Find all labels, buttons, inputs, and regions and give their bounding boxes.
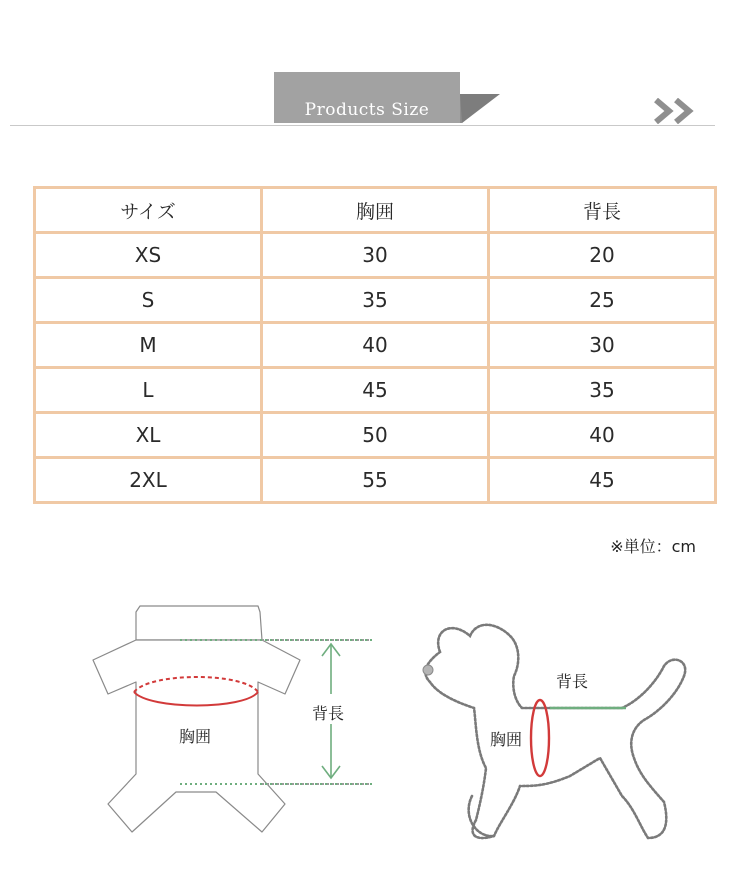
garment-diagram (0, 590, 750, 885)
dog-chest-label: 胸囲 (490, 730, 523, 749)
double-chevron-right-icon[interactable] (652, 98, 700, 124)
unit-note: ※単位：cm (610, 537, 696, 556)
back-length-cell: 40 (489, 413, 716, 458)
back-length-cell: 45 (489, 458, 716, 503)
dog-outline (425, 625, 685, 838)
column-header-chest: 胸囲 (262, 188, 489, 233)
chest-cell: 35 (262, 278, 489, 323)
back-length-cell: 30 (489, 323, 716, 368)
chest-cell: 30 (262, 233, 489, 278)
garment-back-length-label: 背長 (312, 704, 345, 723)
table-row (35, 278, 716, 323)
back-length-cell: 25 (489, 278, 716, 323)
garment-collar (136, 606, 262, 640)
garment-chest-label: 胸囲 (179, 727, 212, 746)
size-cell: 2XL (35, 458, 262, 503)
size-cell: L (35, 368, 262, 413)
table-row (35, 323, 716, 368)
back-length-cell: 20 (489, 233, 716, 278)
chest-cell: 50 (262, 413, 489, 458)
page-title: Products Size (304, 100, 430, 120)
table-row (35, 458, 716, 503)
size-cell: M (35, 323, 262, 368)
dog-chest-line (531, 700, 549, 776)
table-row (35, 368, 716, 413)
column-header-size: サイズ (35, 188, 262, 233)
table-header-row (35, 188, 716, 233)
dog-nose (423, 665, 433, 675)
table-row (35, 413, 716, 458)
chest-cell: 55 (262, 458, 489, 503)
back-length-cell: 35 (489, 368, 716, 413)
measurement-diagrams (0, 590, 750, 885)
table-row (35, 233, 716, 278)
size-cell: XL (35, 413, 262, 458)
size-table (33, 186, 717, 504)
chest-cell: 45 (262, 368, 489, 413)
size-cell: XS (35, 233, 262, 278)
column-header-back-length: 背長 (489, 188, 716, 233)
size-cell: S (35, 278, 262, 323)
dog-back-length-label: 背長 (556, 672, 589, 691)
chest-cell: 40 (262, 323, 489, 368)
